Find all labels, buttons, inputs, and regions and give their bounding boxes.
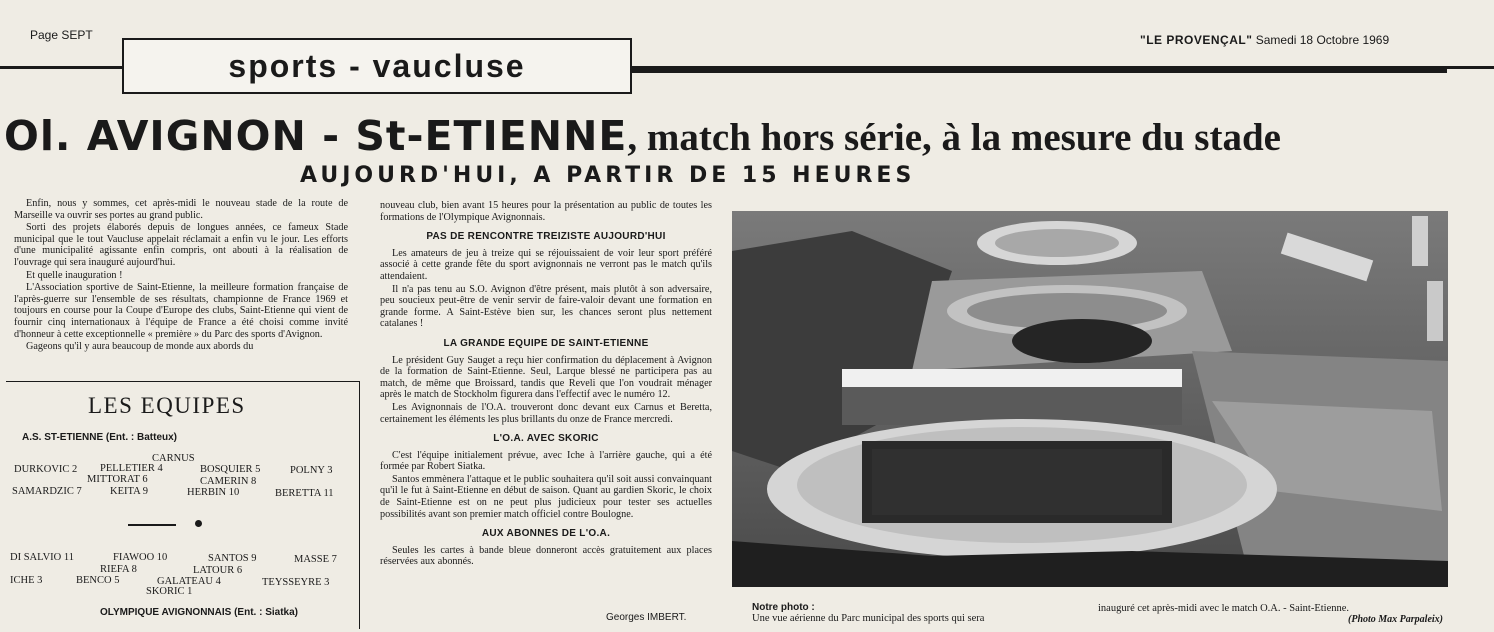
subheadline: AUJOURD'HUI, A PARTIR DE 15 HEURES bbox=[300, 163, 916, 188]
paragraph: Et quelle inauguration ! bbox=[26, 269, 123, 281]
paragraph: L'Association sportive de Saint-Etienne, la meilleure formation française de l'après-guerre sur l'ensemble de ses résultats, championne de France 1969 et toujours en course pour la Coupe d'Europe des clubs, Saint-Etienne qui vient de fournir cinq internationaux à l'équipe de France a été choisi comme invité d'honneur à cette exceptionnelle « première » du Parc des sports d'Avignon. bbox=[14, 282, 348, 340]
subsection-heading: LA GRANDE EQUIPE DE SAINT-ETIENNE bbox=[443, 337, 649, 349]
subsection-heading: AUX ABONNES DE L'O.A. bbox=[481, 528, 611, 540]
header-rule-thick bbox=[632, 67, 1447, 73]
teams-separator-line bbox=[128, 524, 176, 526]
subsection-heading: L'O.A. AVEC SKORIC bbox=[493, 433, 599, 445]
paragraph: Enfin, nous y sommes, cet après-midi le nouveau stade de la route de Marseille va ouvrir ses portes au grand public. bbox=[14, 198, 348, 221]
player: SKORIC 1 bbox=[146, 586, 193, 597]
paragraph: Les amateurs de jeu à treize qui se réjouissaient de voir leur sport préféré associé à cette grande fête du sport avignonnais ne verront pas le match qu'ils attendaient. bbox=[380, 247, 712, 282]
section-banner bbox=[122, 38, 632, 94]
paragraph: Le président Guy Sauget a reçu hier confirmation du déplacement à Avignon de la formation de Saint-Etienne. Seul, Larque blessé ne participera pas au match, de même que Broissard, tandis que Reveli que l'on voudrait ménager après le match de Stockholm figurera dans l'effectif avec le numéro 12. bbox=[380, 354, 712, 401]
photo-caption: inauguré cet après-midi avec le match O.A. - Saint-Etienne. bbox=[1098, 603, 1350, 614]
player: BENCO 5 bbox=[76, 575, 120, 586]
player: POLNY 3 bbox=[290, 465, 333, 476]
photo-caption-label: Notre photo : bbox=[752, 602, 815, 613]
player: KEITA 9 bbox=[110, 486, 148, 497]
article-column-1 bbox=[14, 198, 348, 354]
paragraph: Santos emmènera l'attaque et le public souhaitera qu'il soit aussi convainquant qu'il le fut à Saint-Etienne en début de saison. Quant au gardien Skoric, le choix de Saint-Etienne est on ne peut plus judicieux pour tester ses actuelles possibilités avant son premier match officiel contre Boulogne. bbox=[380, 473, 712, 520]
author-signature: Georges IMBERT. bbox=[606, 612, 687, 623]
teams-separator-dot bbox=[195, 520, 202, 527]
player: RIEFA 8 bbox=[100, 564, 137, 575]
player: BERETTA 11 bbox=[275, 488, 334, 499]
paragraph: C'est l'équipe initialement prévue, avec Iche à l'arrière gauche, qui a été formée par Robert Siatka. bbox=[380, 449, 712, 473]
player: CAMERIN 8 bbox=[200, 476, 257, 487]
player: SAMARDZIC 7 bbox=[12, 486, 82, 497]
paragraph: Gageons qu'il y aura beaucoup de monde aux abords du bbox=[26, 341, 254, 353]
article-column-2 bbox=[380, 200, 712, 569]
page-label: Page SEPT bbox=[30, 28, 93, 42]
player: BOSQUIER 5 bbox=[200, 464, 261, 475]
player: GALATEAU 4 bbox=[157, 576, 221, 587]
headline-rest: , match hors série, à la mesure du stade bbox=[627, 116, 1281, 159]
paragraph: Il n'a pas tenu au S.O. Avignon d'être présent, mais plutôt à son adversaire, peu soucieux peut-être de venir servir de faire-valoir devant une formation en grande forme. A Saint-Estève bien sur, les chances seront plus nettement catalanes ! bbox=[380, 283, 712, 330]
player: HERBIN 10 bbox=[187, 487, 240, 498]
paragraph: Sorti des projets élaborés depuis de longues années, ce fameux Stade municipal que le tout Vaucluse appelait réclamait a enfin vu le jour. Les efforts d'une municipalité agissante enfin compris, ont abouti à la réalisation de l'ouvrage qui sera inauguré aujourd'hui. bbox=[14, 222, 348, 268]
teams-title: LES EQUIPES bbox=[88, 393, 246, 418]
player: MASSE 7 bbox=[294, 554, 337, 565]
newspaper-date-line bbox=[1140, 33, 1389, 47]
player: TEYSSEYRE 3 bbox=[262, 577, 330, 588]
player: MITTORAT 6 bbox=[87, 474, 148, 485]
paragraph: nouveau club, bien avant 15 heures pour la présentation au public de toutes les formations de l'Olympique Avignonnais. bbox=[380, 200, 712, 223]
paragraph: Les Avignonnais de l'O.A. trouveront donc devant eux Carnus et Beretta, certainement les éléments les plus brillants du onze de France mercredi. bbox=[380, 401, 712, 425]
team1-header: A.S. ST-ETIENNE (Ent. : Batteux) bbox=[22, 432, 178, 443]
player: SANTOS 9 bbox=[208, 553, 257, 564]
photo-caption: Une vue aérienne du Parc municipal des sports qui sera bbox=[752, 613, 985, 624]
player: PELLETIER 4 bbox=[100, 463, 163, 474]
player: LATOUR 6 bbox=[193, 565, 243, 576]
section-title: sports - vaucluse bbox=[228, 47, 526, 84]
headline bbox=[4, 112, 1454, 160]
newspaper-name: "LE PROVENÇAL" bbox=[1140, 33, 1253, 47]
photo-credit: (Photo Max Parpaleix) bbox=[1348, 614, 1443, 625]
headline-teams: Ol. AVIGNON - St-ETIENNE bbox=[4, 112, 628, 160]
player: DI SALVIO 11 bbox=[10, 552, 74, 563]
team2-footer: OLYMPIQUE AVIGNONNAIS (Ent. : Siatka) bbox=[100, 607, 298, 618]
player: DURKOVIC 2 bbox=[14, 464, 78, 475]
player: ICHE 3 bbox=[10, 575, 43, 586]
stadium-illustration bbox=[732, 211, 1448, 587]
player: CARNUS bbox=[152, 453, 195, 464]
stadium-aerial-photo bbox=[732, 211, 1448, 587]
paragraph: Seules les cartes à bande bleue donneront accès gratuitement aux places réservées aux abonnés. bbox=[380, 544, 712, 568]
subsection-heading: PAS DE RENCONTRE TREIZISTE AUJOURD'HUI bbox=[426, 231, 666, 243]
issue-date: Samedi 18 Octobre 1969 bbox=[1255, 33, 1390, 47]
player: FIAWOO 10 bbox=[113, 552, 168, 563]
